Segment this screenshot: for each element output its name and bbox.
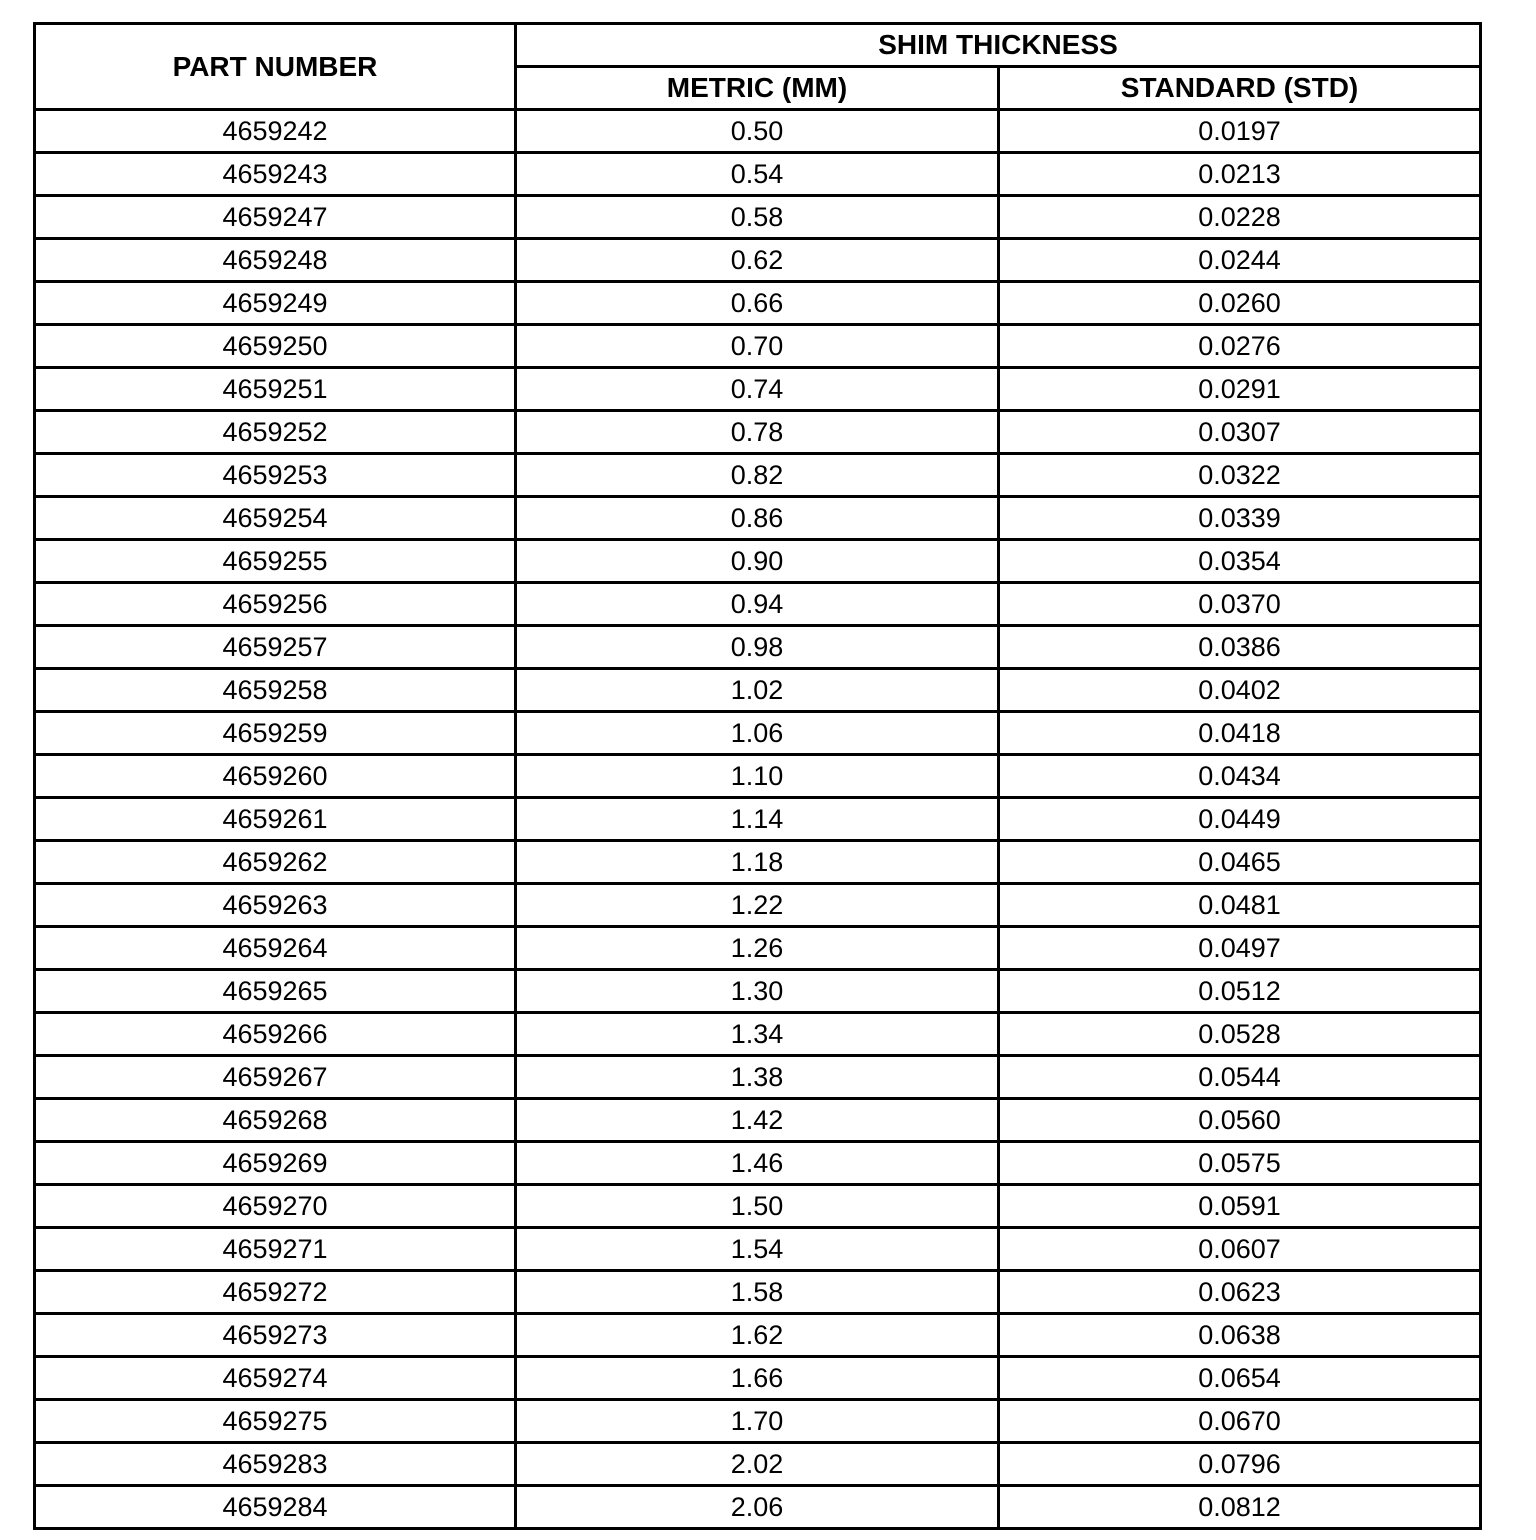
standard-cell: 0.0354 bbox=[999, 540, 1481, 583]
part-number-cell: 4659257 bbox=[35, 626, 516, 669]
part-number-cell: 4659263 bbox=[35, 884, 516, 927]
metric-cell: 1.34 bbox=[516, 1013, 999, 1056]
standard-cell: 0.0291 bbox=[999, 368, 1481, 411]
standard-cell: 0.0228 bbox=[999, 196, 1481, 239]
part-number-cell: 4659259 bbox=[35, 712, 516, 755]
header-row-top bbox=[35, 24, 1481, 67]
part-number-cell: 4659258 bbox=[35, 669, 516, 712]
table-row bbox=[35, 884, 1481, 927]
part-number-cell: 4659268 bbox=[35, 1099, 516, 1142]
part-number-cell: 4659275 bbox=[35, 1400, 516, 1443]
metric-cell: 1.62 bbox=[516, 1314, 999, 1357]
part-number-cell: 4659265 bbox=[35, 970, 516, 1013]
shim-thickness-table bbox=[33, 22, 1482, 1530]
metric-cell: 0.98 bbox=[516, 626, 999, 669]
standard-cell: 0.0339 bbox=[999, 497, 1481, 540]
table-row bbox=[35, 669, 1481, 712]
part-number-cell: 4659260 bbox=[35, 755, 516, 798]
part-number-cell: 4659251 bbox=[35, 368, 516, 411]
part-number-cell: 4659254 bbox=[35, 497, 516, 540]
standard-cell: 0.0512 bbox=[999, 970, 1481, 1013]
table-row bbox=[35, 1142, 1481, 1185]
part-number-cell: 4659284 bbox=[35, 1486, 516, 1529]
part-number-cell: 4659262 bbox=[35, 841, 516, 884]
standard-cell: 0.0796 bbox=[999, 1443, 1481, 1486]
table-row bbox=[35, 1271, 1481, 1314]
table-row bbox=[35, 712, 1481, 755]
table-row bbox=[35, 110, 1481, 153]
metric-cell: 0.50 bbox=[516, 110, 999, 153]
table-row bbox=[35, 239, 1481, 282]
metric-cell: 0.90 bbox=[516, 540, 999, 583]
table-row bbox=[35, 454, 1481, 497]
metric-cell: 1.66 bbox=[516, 1357, 999, 1400]
part-number-cell: 4659255 bbox=[35, 540, 516, 583]
part-number-cell: 4659248 bbox=[35, 239, 516, 282]
standard-cell: 0.0213 bbox=[999, 153, 1481, 196]
table-row bbox=[35, 583, 1481, 626]
standard-header: STANDARD (STD) bbox=[999, 67, 1481, 110]
part-number-cell: 4659271 bbox=[35, 1228, 516, 1271]
part-number-cell: 4659247 bbox=[35, 196, 516, 239]
standard-cell: 0.0276 bbox=[999, 325, 1481, 368]
table-header bbox=[35, 24, 1481, 110]
table-row bbox=[35, 1056, 1481, 1099]
part-number-cell: 4659283 bbox=[35, 1443, 516, 1486]
standard-cell: 0.0418 bbox=[999, 712, 1481, 755]
standard-cell: 0.0370 bbox=[999, 583, 1481, 626]
metric-cell: 0.94 bbox=[516, 583, 999, 626]
metric-cell: 1.14 bbox=[516, 798, 999, 841]
metric-cell: 1.42 bbox=[516, 1099, 999, 1142]
table-row bbox=[35, 626, 1481, 669]
standard-cell: 0.0560 bbox=[999, 1099, 1481, 1142]
metric-cell: 0.82 bbox=[516, 454, 999, 497]
standard-cell: 0.0449 bbox=[999, 798, 1481, 841]
standard-cell: 0.0307 bbox=[999, 411, 1481, 454]
table-row bbox=[35, 841, 1481, 884]
metric-cell: 0.86 bbox=[516, 497, 999, 540]
standard-cell: 0.0670 bbox=[999, 1400, 1481, 1443]
metric-cell: 0.58 bbox=[516, 196, 999, 239]
table-row bbox=[35, 368, 1481, 411]
part-number-cell: 4659256 bbox=[35, 583, 516, 626]
table-row bbox=[35, 798, 1481, 841]
part-number-cell: 4659274 bbox=[35, 1357, 516, 1400]
metric-cell: 1.18 bbox=[516, 841, 999, 884]
part-number-header: PART NUMBER bbox=[35, 24, 516, 110]
part-number-cell: 4659252 bbox=[35, 411, 516, 454]
table-row bbox=[35, 1357, 1481, 1400]
standard-cell: 0.0197 bbox=[999, 110, 1481, 153]
table-row bbox=[35, 1228, 1481, 1271]
part-number-cell: 4659267 bbox=[35, 1056, 516, 1099]
metric-header: METRIC (MM) bbox=[516, 67, 999, 110]
table-row bbox=[35, 1486, 1481, 1529]
table-row bbox=[35, 497, 1481, 540]
part-number-cell: 4659253 bbox=[35, 454, 516, 497]
standard-cell: 0.0654 bbox=[999, 1357, 1481, 1400]
metric-cell: 0.78 bbox=[516, 411, 999, 454]
table-row bbox=[35, 927, 1481, 970]
standard-cell: 0.0434 bbox=[999, 755, 1481, 798]
part-number-cell: 4659249 bbox=[35, 282, 516, 325]
standard-cell: 0.0386 bbox=[999, 626, 1481, 669]
standard-cell: 0.0322 bbox=[999, 454, 1481, 497]
table-row bbox=[35, 411, 1481, 454]
table-row bbox=[35, 1400, 1481, 1443]
part-number-cell: 4659269 bbox=[35, 1142, 516, 1185]
table-row bbox=[35, 325, 1481, 368]
table-row bbox=[35, 1443, 1481, 1486]
metric-cell: 0.66 bbox=[516, 282, 999, 325]
part-number-cell: 4659270 bbox=[35, 1185, 516, 1228]
metric-cell: 1.30 bbox=[516, 970, 999, 1013]
table-row bbox=[35, 1185, 1481, 1228]
table-row bbox=[35, 1314, 1481, 1357]
standard-cell: 0.0812 bbox=[999, 1486, 1481, 1529]
standard-cell: 0.0638 bbox=[999, 1314, 1481, 1357]
part-number-cell: 4659250 bbox=[35, 325, 516, 368]
metric-cell: 1.54 bbox=[516, 1228, 999, 1271]
table-row bbox=[35, 196, 1481, 239]
metric-cell: 2.02 bbox=[516, 1443, 999, 1486]
table-row bbox=[35, 1013, 1481, 1056]
metric-cell: 0.62 bbox=[516, 239, 999, 282]
standard-cell: 0.0497 bbox=[999, 927, 1481, 970]
table-row bbox=[35, 755, 1481, 798]
standard-cell: 0.0481 bbox=[999, 884, 1481, 927]
standard-cell: 0.0575 bbox=[999, 1142, 1481, 1185]
metric-cell: 1.50 bbox=[516, 1185, 999, 1228]
table-row bbox=[35, 282, 1481, 325]
metric-cell: 0.70 bbox=[516, 325, 999, 368]
metric-cell: 1.10 bbox=[516, 755, 999, 798]
metric-cell: 1.06 bbox=[516, 712, 999, 755]
metric-cell: 0.74 bbox=[516, 368, 999, 411]
part-number-cell: 4659261 bbox=[35, 798, 516, 841]
standard-cell: 0.0260 bbox=[999, 282, 1481, 325]
standard-cell: 0.0591 bbox=[999, 1185, 1481, 1228]
metric-cell: 0.54 bbox=[516, 153, 999, 196]
standard-cell: 0.0544 bbox=[999, 1056, 1481, 1099]
table-body bbox=[35, 110, 1481, 1529]
metric-cell: 1.46 bbox=[516, 1142, 999, 1185]
shim-thickness-header: SHIM THICKNESS bbox=[516, 24, 1481, 67]
part-number-cell: 4659272 bbox=[35, 1271, 516, 1314]
standard-cell: 0.0607 bbox=[999, 1228, 1481, 1271]
standard-cell: 0.0528 bbox=[999, 1013, 1481, 1056]
standard-cell: 0.0465 bbox=[999, 841, 1481, 884]
metric-cell: 1.38 bbox=[516, 1056, 999, 1099]
metric-cell: 1.22 bbox=[516, 884, 999, 927]
table-row bbox=[35, 1099, 1481, 1142]
standard-cell: 0.0244 bbox=[999, 239, 1481, 282]
standard-cell: 0.0623 bbox=[999, 1271, 1481, 1314]
metric-cell: 1.26 bbox=[516, 927, 999, 970]
metric-cell: 1.02 bbox=[516, 669, 999, 712]
metric-cell: 1.58 bbox=[516, 1271, 999, 1314]
table-row bbox=[35, 970, 1481, 1013]
metric-cell: 1.70 bbox=[516, 1400, 999, 1443]
standard-cell: 0.0402 bbox=[999, 669, 1481, 712]
part-number-cell: 4659242 bbox=[35, 110, 516, 153]
part-number-cell: 4659273 bbox=[35, 1314, 516, 1357]
part-number-cell: 4659264 bbox=[35, 927, 516, 970]
table-row bbox=[35, 540, 1481, 583]
table-row bbox=[35, 153, 1481, 196]
part-number-cell: 4659243 bbox=[35, 153, 516, 196]
metric-cell: 2.06 bbox=[516, 1486, 999, 1529]
part-number-cell: 4659266 bbox=[35, 1013, 516, 1056]
